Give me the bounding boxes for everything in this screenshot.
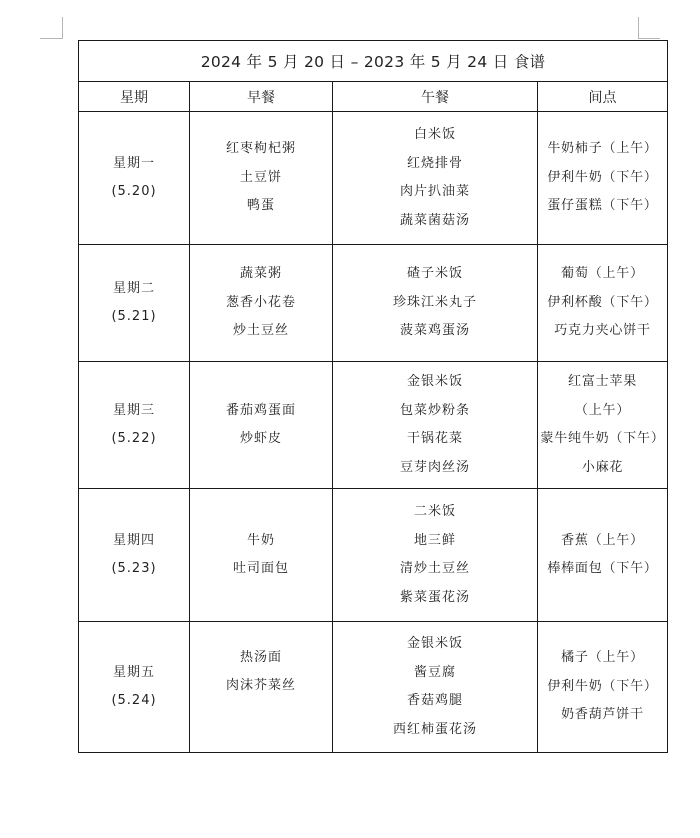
- menu-item: 番茄鸡蛋面: [225, 402, 296, 418]
- menu-item: 伊利牛奶（下午）: [547, 678, 658, 694]
- day-name: 星期五: [112, 664, 155, 680]
- menu-item: 金银米饭: [406, 374, 463, 389]
- menu-item: 蛋仔蛋糕（下午）: [547, 198, 658, 214]
- menu-item: 热汤面: [239, 649, 282, 665]
- menu-item: 红枣枸杞粥: [225, 141, 296, 157]
- menu-item: 小麻花: [581, 459, 624, 475]
- header-snack: 间点: [538, 82, 668, 112]
- lunch-cell: [333, 245, 538, 362]
- menu-item: 碴子米饭: [406, 266, 463, 282]
- day-date: (5.23): [111, 561, 157, 576]
- day-cell: [79, 362, 190, 489]
- menu-item: 香菇鸡腿: [406, 693, 463, 708]
- header-day: 星期: [79, 82, 190, 112]
- menu-item: 葡萄（上午）: [561, 266, 644, 282]
- snack-cell: [538, 489, 668, 622]
- lunch-cell: [333, 362, 538, 489]
- menu-item: 蔬菜菌菇汤: [399, 212, 470, 228]
- menu-item: 牛奶柿子（上午）: [547, 141, 658, 157]
- menu-item: 巧克力夹心饼干: [554, 323, 651, 339]
- breakfast-cell: [190, 622, 333, 753]
- snack-cell: [538, 112, 668, 245]
- menu-item: 奶香葫芦饼干: [561, 707, 644, 723]
- menu-item: 土豆饼: [239, 169, 282, 185]
- weekly-menu-table: [78, 40, 668, 753]
- day-name: 星期三: [112, 402, 155, 418]
- menu-item: 西红柿蛋花汤: [392, 721, 477, 737]
- day-date: (5.24): [111, 693, 157, 708]
- menu-row-friday: [79, 622, 668, 753]
- crop-mark-top-left-v: [62, 17, 63, 39]
- menu-row-wednesday: [79, 362, 668, 489]
- menu-item: 金银米饭: [406, 636, 463, 651]
- breakfast-cell: [190, 362, 333, 489]
- menu-item: 紫菜蛋花汤: [399, 589, 470, 605]
- header-lunch: 午餐: [333, 82, 538, 112]
- menu-item: 炒虾皮: [239, 431, 282, 446]
- menu-item: 包菜炒粉条: [399, 402, 470, 418]
- menu-item: 炒土豆丝: [232, 323, 289, 339]
- menu-item: 二米饭: [413, 504, 456, 519]
- day-cell: [79, 489, 190, 622]
- menu-item: 蔬菜粥: [239, 266, 282, 282]
- day-name: 星期二: [112, 280, 155, 296]
- menu-item: 干锅花菜: [406, 431, 463, 446]
- menu-item: 酱豆腐: [413, 664, 456, 680]
- menu-row-tuesday: [79, 245, 668, 362]
- snack-cell: [538, 245, 668, 362]
- menu-item: 葱香小花卷: [225, 294, 296, 310]
- breakfast-cell: [190, 489, 333, 622]
- snack-cell: [538, 622, 668, 753]
- day-date: (5.21): [111, 309, 157, 324]
- menu-item: 伊利杯酸（下午）: [547, 294, 658, 310]
- menu-item: 鸭蛋: [246, 198, 275, 214]
- breakfast-cell: [190, 112, 333, 245]
- menu-item: 蒙牛纯牛奶（下午）: [540, 431, 665, 446]
- menu-item: 红富士苹果: [568, 374, 638, 389]
- menu-item: 橘子（上午）: [561, 650, 644, 666]
- day-date: (5.20): [111, 184, 157, 199]
- menu-item: 菠菜鸡蛋汤: [399, 323, 470, 339]
- day-name: 星期一: [112, 155, 155, 171]
- breakfast-cell: [190, 245, 333, 362]
- day-date: (5.22): [111, 431, 157, 446]
- lunch-cell: [333, 112, 538, 245]
- crop-mark-top-right-v: [638, 17, 639, 39]
- crop-mark-top-right-h: [638, 38, 660, 39]
- menu-item: 吐司面包: [232, 561, 289, 576]
- day-cell: [79, 622, 190, 753]
- day-cell: [79, 245, 190, 362]
- menu-item: 伊利牛奶（下午）: [547, 169, 658, 185]
- day-name: 星期四: [112, 532, 155, 548]
- menu-item: 肉沫芥菜丝: [225, 678, 296, 693]
- menu-item: 豆芽肉丝汤: [399, 459, 470, 475]
- menu-item: 肉片扒油菜: [399, 184, 470, 199]
- menu-row-monday: [79, 112, 668, 245]
- menu-row-thursday: [79, 489, 668, 622]
- menu-title: 2024 年 5 月 20 日 – 2023 年 5 月 24 日 食谱: [79, 41, 668, 82]
- header-breakfast: 早餐: [190, 82, 333, 112]
- lunch-cell: [333, 489, 538, 622]
- lunch-cell: [333, 622, 538, 753]
- menu-item: 牛奶: [246, 532, 275, 548]
- crop-mark-top-left-h: [40, 38, 62, 39]
- day-cell: [79, 112, 190, 245]
- snack-cell: [538, 362, 668, 489]
- menu-item: 地三鲜: [413, 532, 456, 548]
- menu-item: （上午）: [574, 402, 631, 418]
- menu-item: 红烧排骨: [406, 155, 463, 171]
- menu-item: 香蕉（上午）: [561, 532, 644, 548]
- menu-item: 珍珠江米丸子: [392, 294, 477, 310]
- menu-item: 清炒土豆丝: [399, 561, 470, 576]
- menu-item: 白米饭: [413, 127, 456, 142]
- menu-item: 棒棒面包（下午）: [547, 561, 658, 576]
